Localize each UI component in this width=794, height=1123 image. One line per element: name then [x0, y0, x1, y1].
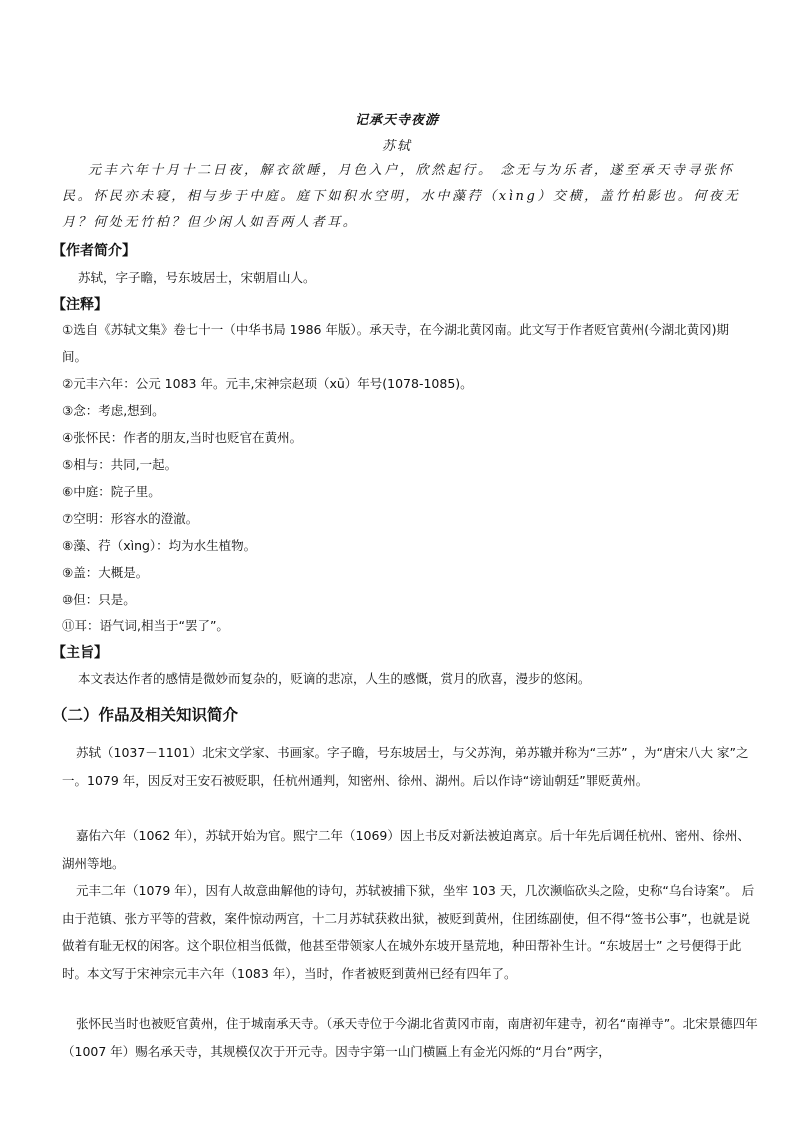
article-title: 记承天寺夜游 [354, 113, 439, 128]
note-item: ④张怀民：作者的朋友,当时也贬官在黄州。 [62, 430, 303, 445]
section2-heading: （二）作品及相关知识简介 [52, 706, 239, 724]
article-author: 苏轼 [381, 139, 412, 154]
section2-paragraph: 张怀民当时也被贬官黄州，住于城南承天寺。（承天寺位于今湖北省黄冈市南，南唐初年建寺，初名“南禅寺”。北宋景德四年（1007 年）赐名承天寺，其规模仅次于开元寺。因寺宇第一山门横匾上有金光闪烁的“月台”两字， [62, 1016, 758, 1059]
section2-paragraph: 苏轼（1037－1101）北宋文学家、书画家。字子瞻，号东坡居士，与父苏洵，弟苏辙并称为“三苏” ，为“唐宋八大 家”之一。1079 年，因反对王安石被贬职，任杭州通判，知密州、徐州、湖州。后以作诗“谤讪朝廷”罪贬黄州。 [62, 745, 749, 788]
note-item: ②元丰六年：公元 1083 年。元丰,宋神宗赵顼（xū）年号(1078-1085)。 [62, 376, 473, 391]
theme-heading: 【主旨】 [52, 645, 108, 661]
note-item: ⑩但：只是。 [62, 592, 136, 607]
author-intro-text: 苏轼，字子瞻，号东坡居士，宋朝眉山人。 [78, 270, 316, 285]
section2-paragraph: 元丰二年（1079 年），因有人故意曲解他的诗句，苏轼被捕下狱，坐牢 103 天，几次濒临砍头之险，史称“乌台诗案”。 后由于范镇、张方平等的营救，案件惊动两宫，十二月苏轼获救出狱，被贬到黄州，住团练副使，但不得“签书公事”，也就是说做着有耻无权的闲客。这个职位相当低微，他甚至带领家人在城外东坡开垦荒地，种田帮补生计。“东坡居士” 之号便得于此时。本文写于宋神宗元丰六年（1083 年），当时，作者被贬到黄州已经有四年了。 [62, 883, 755, 981]
section2-paragraph: 嘉佑六年（1062 年），苏轼开始为官。熙宁二年（1069）因上书反对新法被迫离京。后十年先后调任杭州、密州、徐州、湖州等地。 [62, 828, 750, 871]
note-item: ③念：考虑,想到。 [62, 403, 165, 418]
notes-heading: 【注释】 [52, 297, 108, 313]
theme-text: 本文表达作者的感情是微妙而复杂的，贬谪的悲凉，人生的感慨，赏月的欣喜，漫步的悠闲。 [78, 671, 591, 686]
note-item: ⑧藻、荇（xìng）：均为水生植物。 [62, 538, 257, 553]
note-item: ⑨盖：大概是。 [62, 565, 149, 580]
note-item: ⑤相与：共同,一起。 [62, 457, 178, 472]
note-item: ⑦空明：形容水的澄澈。 [62, 511, 199, 526]
note-item: ⑪耳：语气词,相当于“罢了”。 [62, 618, 229, 633]
article-text: 元丰六年十月十二日夜，解衣欲睡，月色入户，欣然起行。 念无与为乐者，遂至承天寺寻张怀民。怀民亦未寝，相与步于中庭。庭下如积水空明，水中藻荇（xìng）交横，盖竹柏影也。何夜无月？何处无竹柏？但少闲人如吾两人者耳。 [62, 163, 741, 230]
note-item: ⑥中庭：院子里。 [62, 484, 161, 499]
note-item: ①选自《苏轼文集》卷七十一（中华书局 1986 年版）。承天寺，在今湖北黄冈南。此文写于作者贬官黄州(今湖北黄冈)期间。 [62, 322, 729, 364]
author-intro-heading: 【作者简介】 [52, 243, 136, 259]
